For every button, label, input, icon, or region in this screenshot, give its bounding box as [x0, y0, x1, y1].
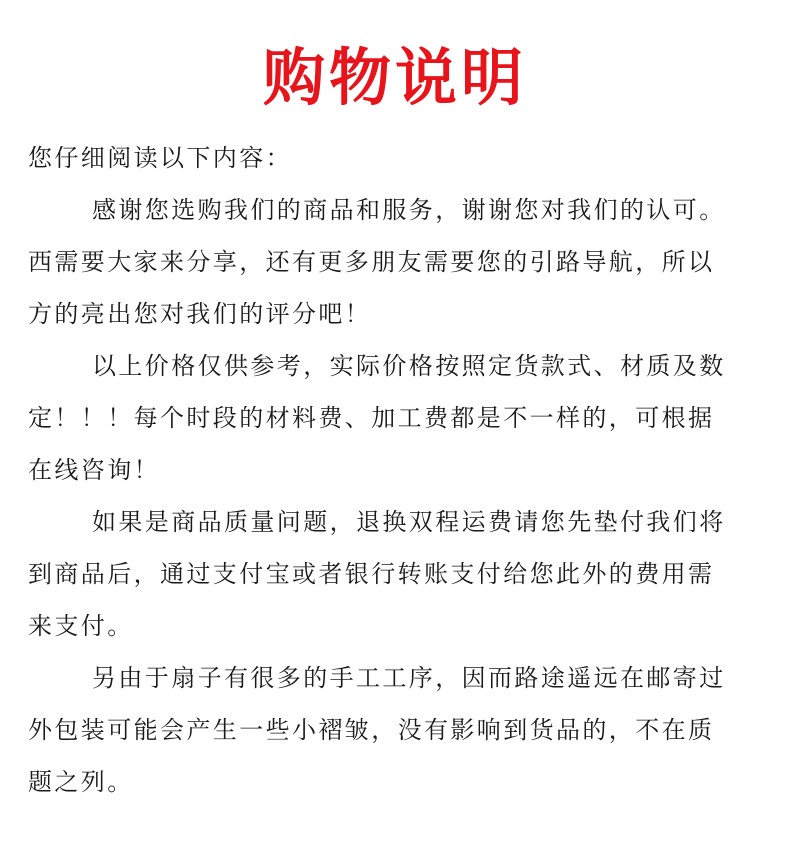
- text-line: 另由于扇子有很多的手工工序，因而路途遥远在邮寄过: [92, 664, 726, 692]
- text-line: 定！！！每个时段的材料费、加工费都是不一样的，可根据: [28, 404, 715, 432]
- text-line: 题之列。: [28, 768, 134, 796]
- text-line: 如果是商品质量问题，退换双程运费请您先垫付我们将: [92, 508, 726, 536]
- text-line: 来支付。: [28, 612, 134, 640]
- text-line: 在线咨询！: [28, 456, 160, 484]
- text-line: 外包装可能会产生一些小褶皱，没有影响到货品的，不在质: [28, 716, 715, 744]
- text-line: 您仔细阅读以下内容：: [28, 144, 292, 172]
- text-line: 到商品后，通过支付宝或者银行转账支付给您此外的费用需: [28, 560, 715, 588]
- text-line: 方的亮出您对我们的评分吧！: [28, 300, 372, 328]
- page-title: 购物说明: [262, 41, 527, 114]
- text-line: 感谢您选购我们的商品和服务，谢谢您对我们的认可。: [92, 196, 726, 224]
- text-line: 以上价格仅供参考，实际价格按照定货款式、材质及数: [92, 352, 726, 380]
- notice-body: [28, 132, 790, 808]
- text-line: 西需要大家来分享，还有更多朋友需要您的引路导航，所以: [28, 248, 715, 276]
